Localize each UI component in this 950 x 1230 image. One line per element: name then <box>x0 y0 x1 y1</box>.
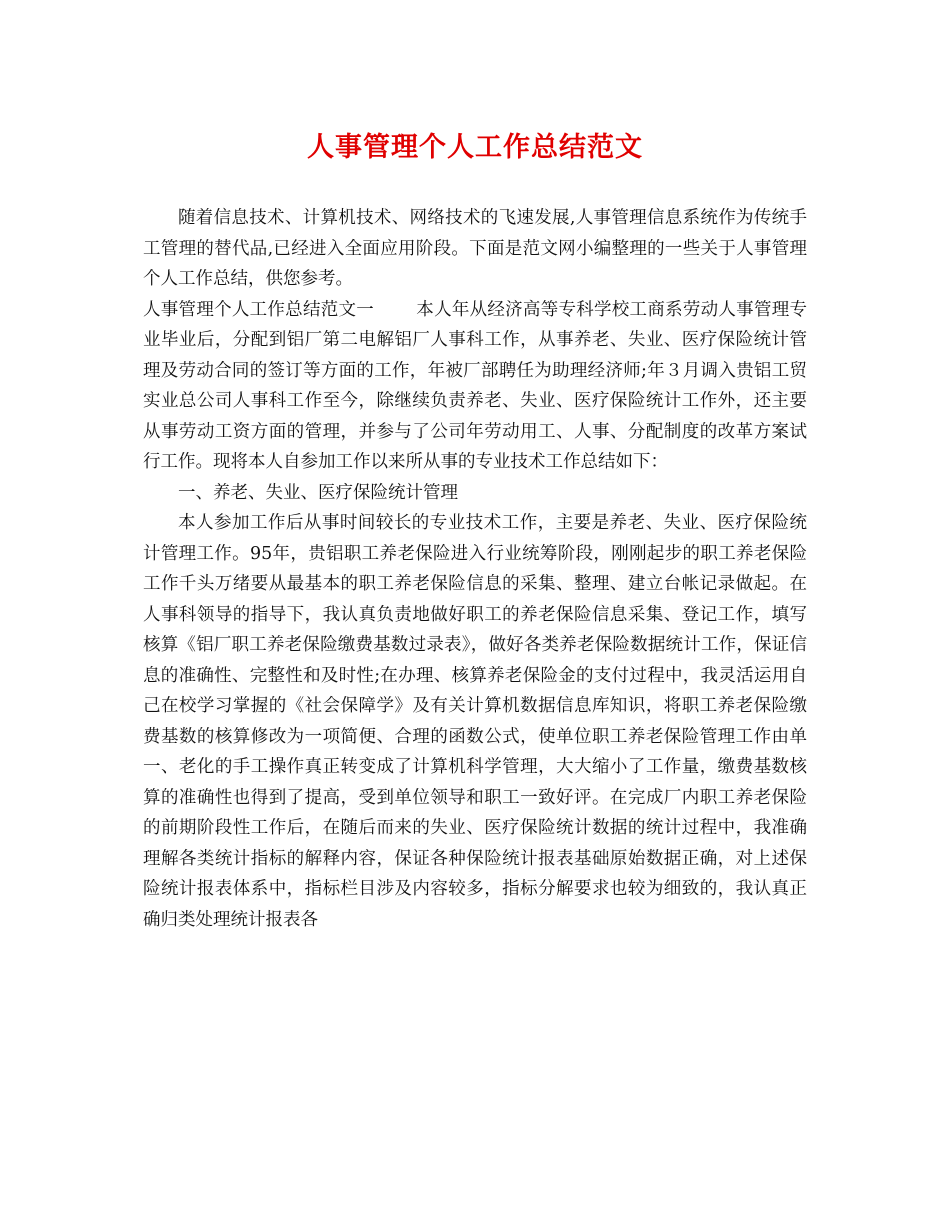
sample-heading: 人事管理个人工作总结范文一 <box>143 299 375 320</box>
sample-paragraph <box>143 295 807 478</box>
section-1-paragraph: 本人参加工作后从事时间较长的专业技术工作，主要是养老、失业、医疗保险统计管理工作。95年，贵铝职工养老保险进入行业统筹阶段，刚刚起步的职工养老保险工作千头万绪要从最基本的职工养老保险信息的采集、整理、建立台帐记录做起。在人事科领导的指导下，我认真负责地做好职工的养老保险信息采集、登记工作，填写核算《铝厂职工养老保险缴费基数过录表》，做好各类养老保险数据统计工作，保证信息的准确性、完整性和及时性;在办理、核算养老保险金的支付过程中，我灵活运用自己在校学习掌握的《社会保障学》及有关计算机数据信息库知识，将职工养老保险缴费基数的核算修改为一项简便、合理的函数公式，使单位职工养老保险管理工作由单一、老化的手工操作真正转变成了计算机科学管理，大大缩小了工作量，缴费基数核算的准确性也得到了提高，受到单位领导和职工一致好评。在完成厂内职工养老保险的前期阶段性工作后，在随后而来的失业、医疗保险统计数据的统计过程中，我准确理解各类统计指标的解释内容，保证各种保险统计报表基础原始数据正确，对上述保险统计报表体系中，指标栏目涉及内容较多，指标分解要求也较为细致的，我认真正确归类处理统计报表各 <box>143 513 807 930</box>
document-title: 人事管理个人工作总结范文 <box>307 132 643 163</box>
section-1-title: 一、养老、失业、医疗保险统计管理 <box>178 482 458 503</box>
sample-body: 本人年从经济高等专科学校工商系劳动人事管理专业毕业后，分配到铝厂第二电解铝厂人事科工作，从事养老、失业、医疗保险统计管理及劳动合同的签订等方面的工作，年被厂部聘任为助理经济师;年３月调入贵铝工贸实业总公司人事科工作至今，除继续负责养老、失业、医疗保险统计工作外，还主要从事劳动工资方面的管理，并参与了公司年劳动用工、人事、分配制度的改革方案试行工作。现将本人自参加工作以来所从事的专业技术工作总结如下： <box>143 299 808 472</box>
document-body <box>143 203 807 935</box>
intro-paragraph: 随着信息技术、计算机技术、网络技术的飞速发展,人事管理信息系统作为传统手工管理的替代品,已经进入全面应用阶段。下面是范文网小编整理的一些关于人事管理个人工作总结，供您参考。 <box>143 208 807 289</box>
